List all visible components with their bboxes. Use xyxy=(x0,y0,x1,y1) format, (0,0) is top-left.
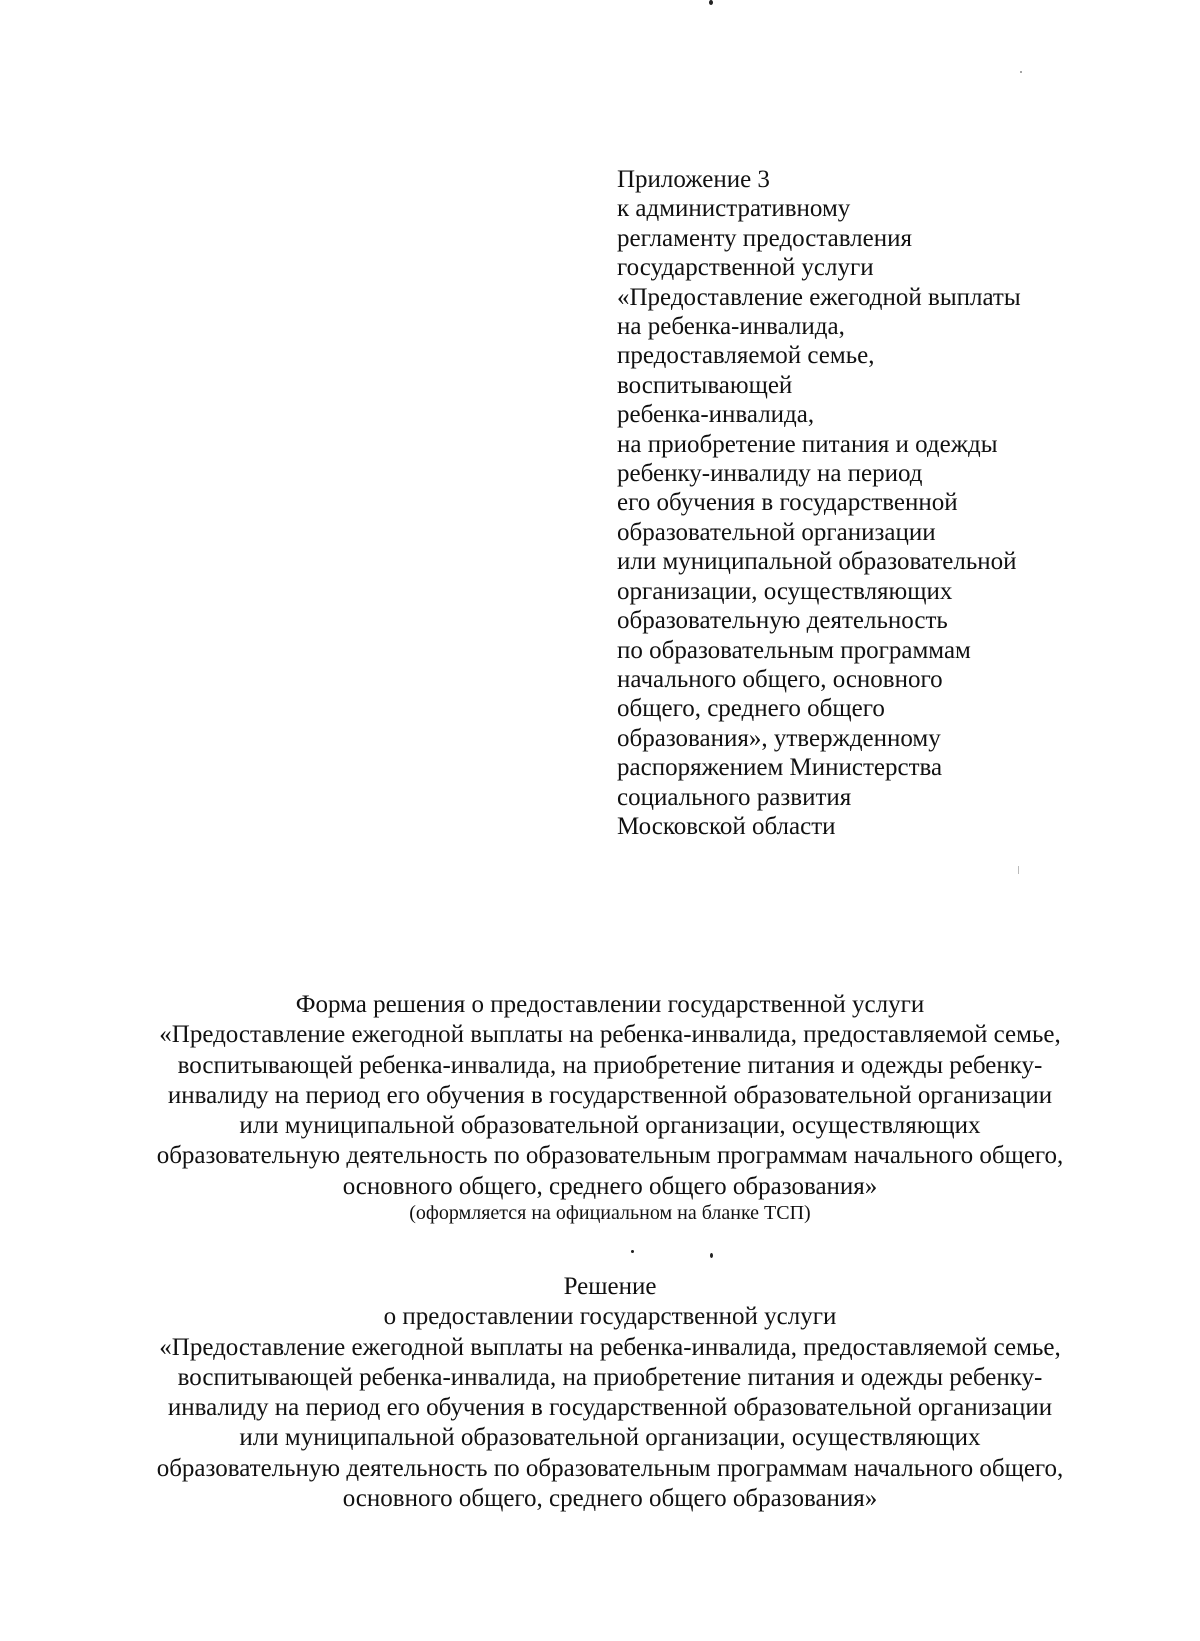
decision-line: образовательную деятельность по образовательным программам начального общего, xyxy=(156,1454,1064,1482)
appendix-line: распоряжением Министерства xyxy=(617,754,943,782)
form-note: (оформляется на официальном на бланке ТСП) xyxy=(409,1202,811,1225)
appendix-line: образовательную деятельность xyxy=(617,607,948,635)
appendix-line: на ребенка-инвалида, xyxy=(617,313,845,341)
appendix-line: ребенка-инвалида, xyxy=(617,401,815,429)
form-heading-line: воспитывающей ребенка-инвалида, на приобретение питания и одежды ребенку- xyxy=(177,1051,1043,1079)
appendix-line: «Предоставление ежегодной выплаты xyxy=(617,283,1021,311)
appendix-line: образования», утвержденному xyxy=(617,724,941,752)
form-heading-line: Форма решения о предоставлении государственной услуги xyxy=(295,991,925,1018)
appendix-line: организации, осуществляющих xyxy=(617,577,953,605)
appendix-line: Приложение 3 xyxy=(617,166,770,193)
appendix-line: Московской области xyxy=(617,812,836,840)
appendix-line: образовательной организации xyxy=(617,518,936,546)
appendix-line: начального общего, основного xyxy=(617,665,943,693)
scan-speck xyxy=(1020,71,1022,73)
appendix-line: предоставляемой семье, xyxy=(617,342,875,370)
appendix-line: государственной услуги xyxy=(617,254,874,282)
appendix-header xyxy=(617,165,1087,841)
appendix-line: ребенку-инвалиду на период xyxy=(617,460,923,488)
appendix-line: на приобретение питания и одежды xyxy=(617,430,998,458)
form-heading xyxy=(110,990,1110,1226)
decision-line: инвалиду на период его обучения в государственной образовательной организации xyxy=(167,1394,1053,1422)
decision-line: «Предоставление ежегодной выплаты на ребенка-инвалида, предоставляемой семье, xyxy=(159,1333,1061,1361)
decision-line: воспитывающей ребенка-инвалида, на приобретение питания и одежды ребенку- xyxy=(177,1363,1043,1391)
appendix-line: воспитывающей xyxy=(617,371,793,399)
appendix-line: регламенту предоставления xyxy=(617,224,913,252)
decision-section xyxy=(110,1272,1110,1514)
appendix-line: по образовательным программам xyxy=(617,636,971,664)
form-heading-line: или муниципальной образовательной организации, осуществляющих xyxy=(239,1112,981,1140)
appendix-line: социального развития xyxy=(617,783,852,811)
appendix-line: к административному xyxy=(617,195,851,223)
appendix-line: его обучения в государственной xyxy=(617,489,958,517)
form-heading-line: основного общего, среднего общего образования» xyxy=(342,1172,878,1200)
decision-title: Решение xyxy=(563,1273,657,1300)
decision-subtitle: о предоставлении государственной услуги xyxy=(383,1303,837,1331)
scan-speck xyxy=(709,0,713,5)
appendix-line: общего, среднего общего xyxy=(617,695,885,723)
form-heading-line: образовательную деятельность по образовательным программам начального общего, xyxy=(156,1142,1064,1170)
form-heading-line: инвалиду на период его обучения в государственной образовательной организации xyxy=(167,1081,1053,1109)
decision-line: основного общего, среднего общего образования» xyxy=(342,1485,878,1513)
appendix-line: или муниципальной образовательной xyxy=(617,548,1017,576)
scan-speck xyxy=(710,1253,713,1258)
form-heading-line: «Предоставление ежегодной выплаты на ребенка-инвалида, предоставляемой семье, xyxy=(159,1021,1061,1049)
decision-line: или муниципальной образовательной организации, осуществляющих xyxy=(239,1424,981,1452)
scan-speck xyxy=(631,1250,634,1253)
scan-speck xyxy=(1018,866,1019,874)
